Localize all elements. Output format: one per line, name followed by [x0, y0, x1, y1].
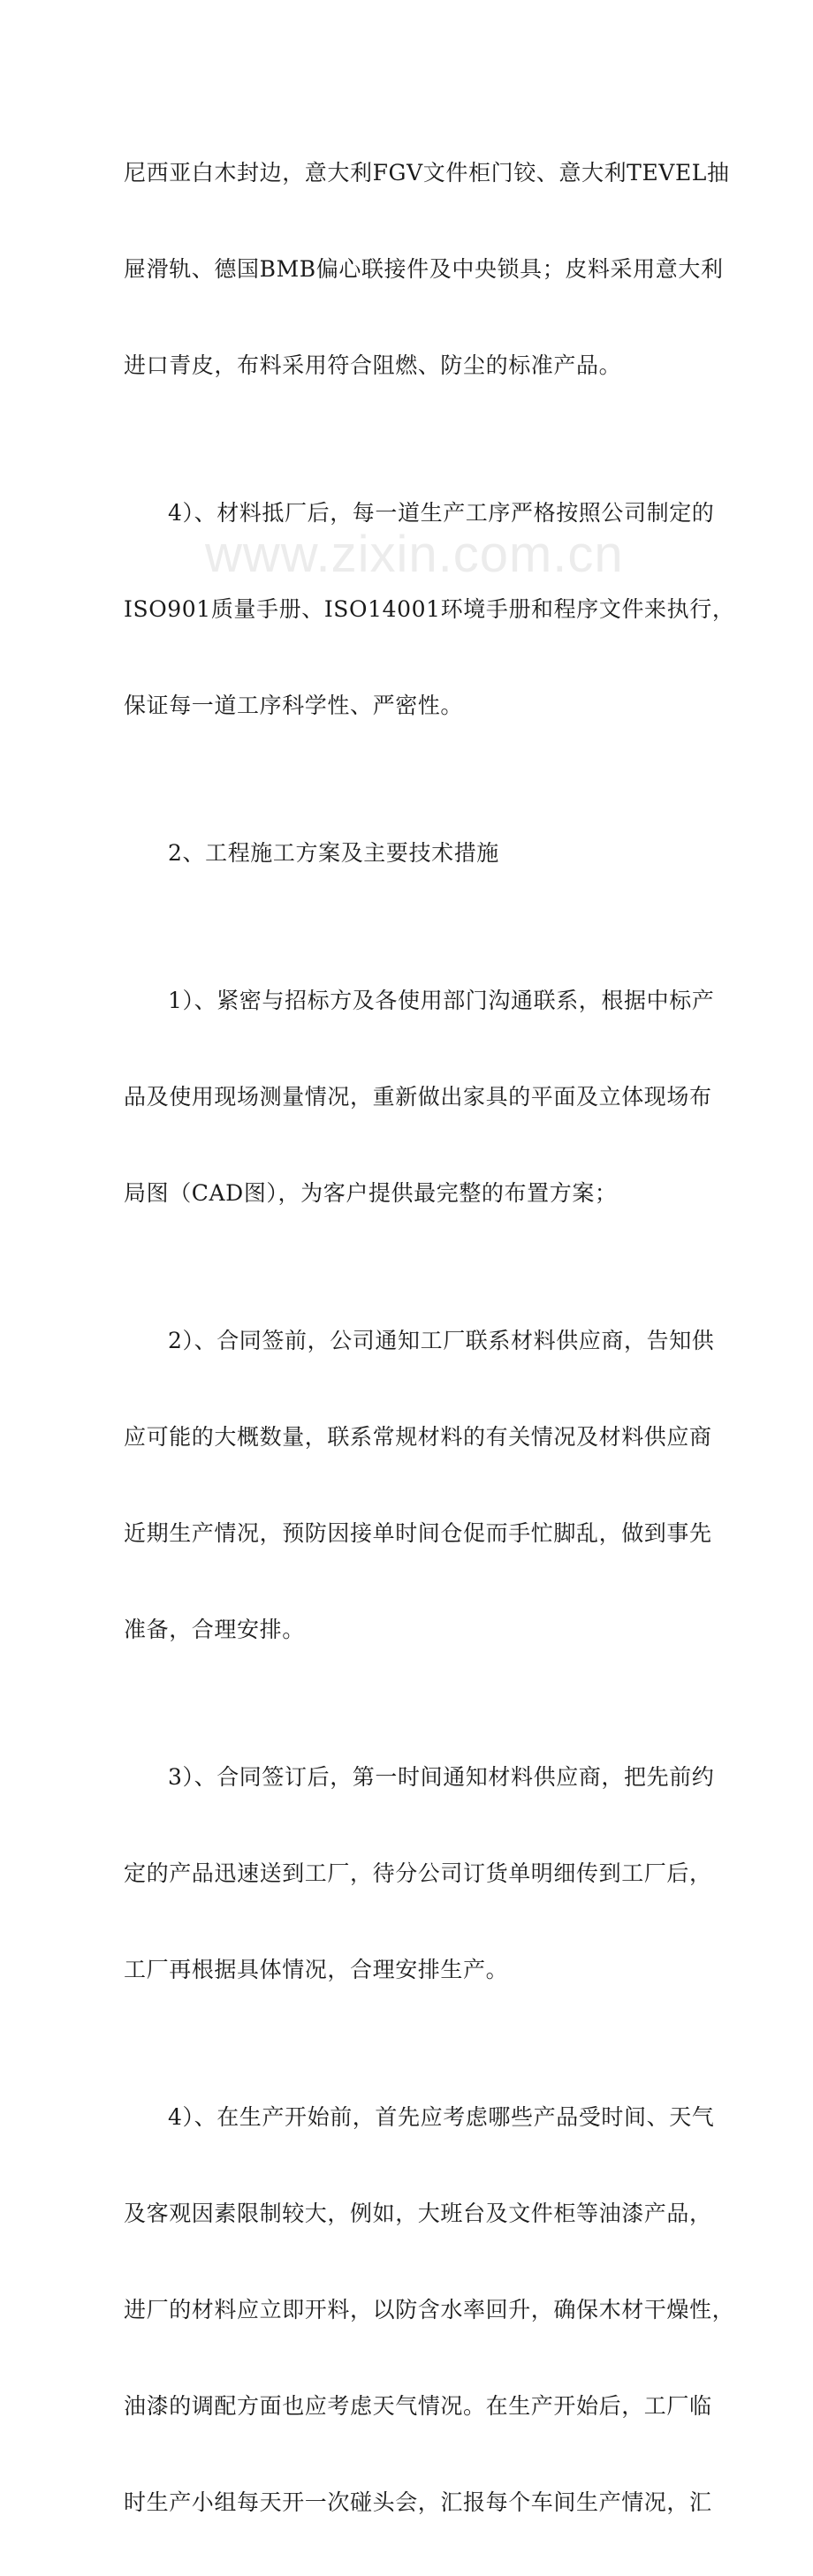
paragraph-item-4-quality — [124, 439, 735, 779]
text-line: 进厂的材料应立即开料，以防含水率回升，确保木材干燥性， — [124, 2297, 735, 2322]
text-line: 定的产品迅速送到工厂，待分公司订货单明细传到工厂后， — [124, 1860, 712, 1886]
text-line: ISO901质量手册、ISO14001环境手册和程序文件来执行， — [124, 596, 735, 622]
text-line: 2）、合同签前，公司通知工厂联系材料供应商，告知供 — [168, 1328, 715, 1353]
text-line: 应可能的大概数量，联系常规材料的有关情况及材料供应商 — [124, 1424, 712, 1450]
text-line: 进口青皮，布料采用符合阻燃、防尘的标准产品。 — [124, 352, 622, 378]
text-line: 3）、合同签订后，第一时间通知材料供应商，把先前约 — [168, 1764, 715, 1790]
text-line: 准备，合理安排。 — [124, 1617, 305, 1642]
paragraph-item-3-signed — [124, 1703, 715, 2043]
text-line: 近期生产情况，预防因接单时间仓促而手忙脚乱，做到事先 — [124, 1520, 712, 1546]
text-line: 工厂再根据具体情况，合理安排生产。 — [124, 1957, 509, 1982]
text-line: 及客观因素限制较大，例如，大班台及文件柜等油漆产品， — [124, 2201, 712, 2226]
paragraph-item-2-contract — [124, 1267, 715, 1703]
text-line: 保证每一道工序科学性、严密性。 — [124, 693, 464, 718]
text-line: 品及使用现场测量情况，重新做出家具的平面及立体现场布 — [124, 1084, 712, 1110]
text-line: 油漆的调配方面也应考虑天气情况。在生产开始后，工厂临 — [124, 2393, 712, 2419]
text-line: 4）、材料抵厂后，每一道生产工序严格按照公司制定的 — [168, 500, 715, 526]
text-line: 时生产小组每天开一次碰头会，汇报每个车间生产情况，汇 — [124, 2489, 712, 2515]
document-body — [124, 99, 735, 2576]
paragraph-materials-continued — [124, 99, 730, 439]
text-line: 局图（CAD图），为客户提供最完整的布置方案； — [124, 1180, 618, 1206]
text-line: 4）、在生产开始前，首先应考虑哪些产品受时间、天气 — [168, 2104, 715, 2130]
text-line: 尼西亚白木封边，意大利FGV文件柜门铰、意大利TEVEL抽 — [124, 160, 730, 186]
watermark: www.zixin.com.cn — [205, 526, 624, 583]
paragraph-item-4-production — [124, 2043, 735, 2576]
text-line: 屉滑轨、德国BMB偏心联接件及中央锁具；皮料采用意大利 — [124, 256, 724, 282]
section-heading-construction-plan — [124, 779, 698, 927]
text-line: 1）、紧密与招标方及各使用部门沟通联系，根据中标产 — [168, 988, 715, 1013]
section-heading: 2、工程施工方案及主要技术措施 — [168, 840, 499, 866]
paragraph-item-1-communication — [124, 927, 715, 1267]
